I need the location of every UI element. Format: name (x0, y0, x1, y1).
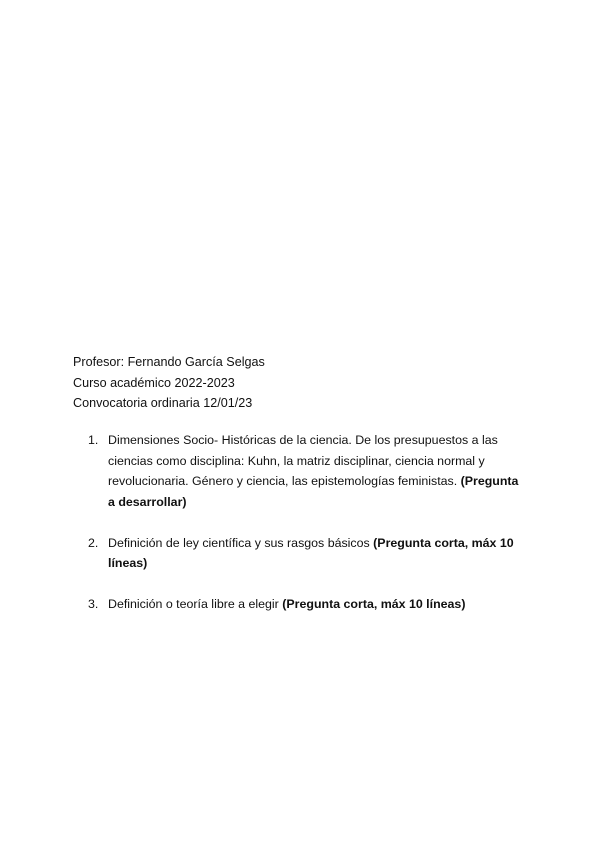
question-list (88, 430, 528, 635)
question-item (88, 533, 528, 574)
question-text: Dimensiones Socio- Históricas de la ciencia. De los presupuestos a las ciencias como disciplina: Kuhn, la matriz disciplinar, ciencia normal y revolucionaria. Género y ciencia, las epistemologías feministas. (108, 433, 498, 488)
question-note: (Pregunta a desarrollar) (108, 474, 519, 509)
question-number: 1. (88, 433, 99, 447)
exam-session-line: Convocatoria ordinaria 12/01/23 (73, 396, 253, 410)
question-text: Definición de ley científica y sus rasgos básicos (108, 535, 370, 550)
professor-line: Profesor: Fernando García Selgas (73, 355, 265, 369)
question-item (88, 594, 528, 615)
course-line: Curso académico 2022-2023 (73, 375, 235, 390)
question-note: (Pregunta corta, máx 10 líneas) (108, 535, 514, 570)
exam-header (73, 352, 265, 414)
question-item (88, 430, 528, 512)
question-number: 3. (88, 597, 99, 611)
question-text: Definición o teoría libre a elegir (108, 597, 279, 611)
question-note: (Pregunta corta, máx 10 líneas) (282, 597, 466, 611)
question-number: 2. (88, 535, 99, 550)
